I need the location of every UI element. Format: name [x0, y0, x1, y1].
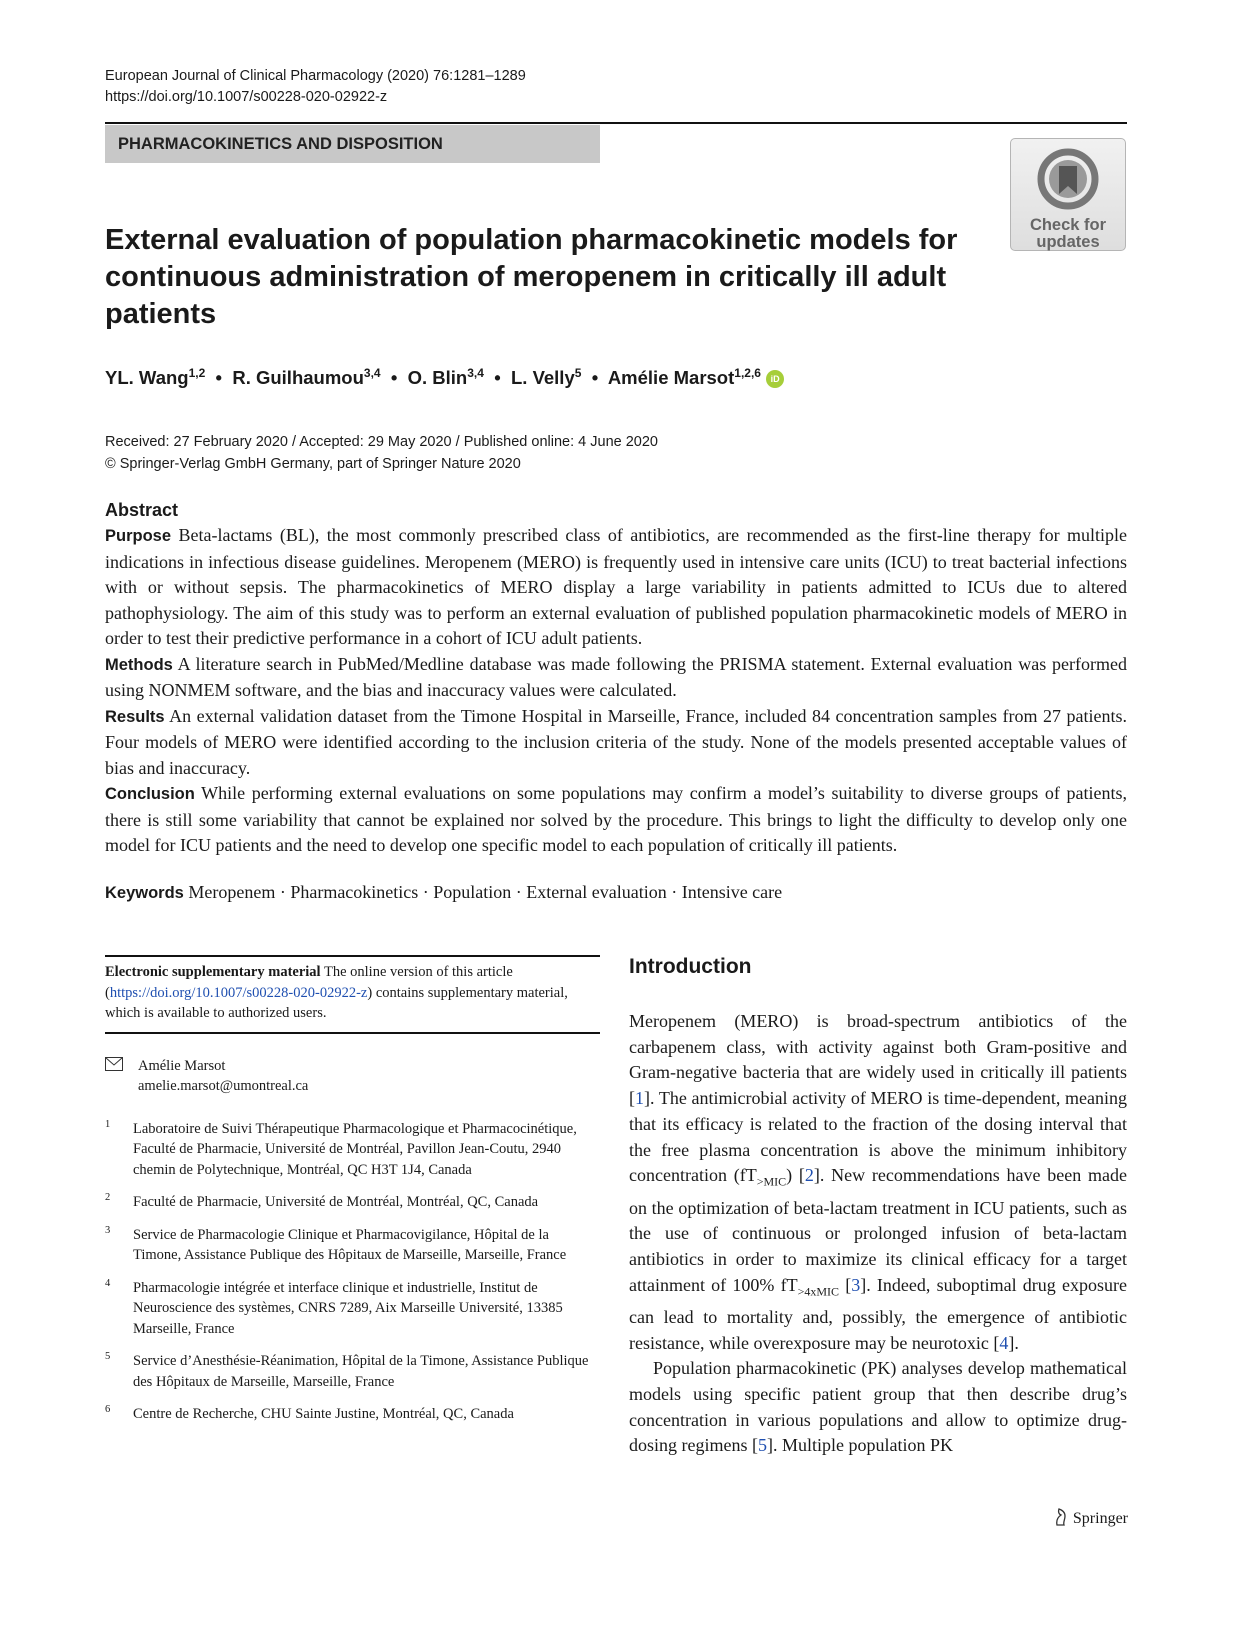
- journal-header: [105, 66, 526, 108]
- journal-citation: European Journal of Clinical Pharmacology (2020) 76:1281–1289: [105, 68, 526, 84]
- supplementary-material-note: [105, 955, 600, 1034]
- affiliation: [105, 1404, 600, 1425]
- keywords-text: Meropenem · Pharmacokinetics · Population · External evaluation · Intensive care: [188, 882, 783, 902]
- text-run: ]. New recommendations have been made on the optimization of beta-lactam treatment in ICU patients, such as the use of continuous or prolonged infusion of beta-lactam antibiotics in order to maximize its clinical efficacy for a target attainment of 100% fT: [629, 1165, 1127, 1295]
- methods-text: A literature search in PubMed/Medline database was made following the PRISMA statement. External evaluation was performed using NONMEM software, and the bias and inaccuracy values were calculated.: [105, 653, 1127, 700]
- publication-dates: [105, 431, 658, 475]
- publisher-footer: [1053, 1508, 1128, 1528]
- affiliation-number: 5: [105, 1351, 111, 1362]
- publisher-name: Springer: [1072, 1510, 1128, 1527]
- keywords-label: Keywords: [105, 884, 184, 902]
- author-affil: 5: [574, 366, 582, 380]
- crossmark-icon: [1035, 146, 1101, 212]
- subscript: >MIC: [756, 1174, 787, 1189]
- check-for-updates-button[interactable]: [1010, 138, 1126, 251]
- text-run: ].: [1008, 1332, 1019, 1353]
- affiliation-text: Service d’Anesthésie-Réanimation, Hôpital de la Timone, Assistance Publique des Hôpitaux de Marseille, Marseille, France: [133, 1353, 589, 1390]
- springer-horse-icon: [1053, 1508, 1069, 1526]
- section-banner: PHARMACOKINETICS AND DISPOSITION: [105, 125, 600, 163]
- affiliation: [105, 1119, 600, 1181]
- affiliation: [105, 1278, 600, 1340]
- text-run: [: [839, 1274, 852, 1295]
- intro-paragraph-2: [629, 1356, 1127, 1459]
- author-affil: 1,2: [188, 366, 206, 380]
- author-affil: 3,4: [467, 366, 484, 380]
- affiliation-number: 3: [105, 1224, 111, 1236]
- author-affil: 3,4: [363, 366, 381, 380]
- purpose-label: Purpose: [105, 527, 172, 545]
- introduction-heading: Introduction: [629, 955, 752, 978]
- abstract-purpose: [105, 523, 1127, 652]
- article-title: External evaluation of population pharmacokinetic models for continuous administration of meropenem in critically ill adult patients: [105, 224, 958, 330]
- conclusion-text: While performing external evaluations on some populations may confirm a model’s suitability to diverse groups of patients, there is still some variability that cannot be explained nor solved by the procedure. This brings to light the difficulty to develop only one model for ICU patients and the need to develop one specific model to each population of critically ill patients.: [105, 783, 1127, 855]
- abstract-methods: [105, 652, 1127, 704]
- results-label: Results: [105, 707, 165, 726]
- citation-link[interactable]: 3: [851, 1274, 861, 1295]
- supplementary-text-before: The online version of this article (: [105, 964, 513, 1001]
- abstract-section: [105, 500, 1127, 859]
- supplementary-text-after: ) contains supplementary material, which is available to authorized users.: [105, 984, 568, 1021]
- author-name[interactable]: L. Velly: [510, 367, 575, 389]
- supplementary-label: Electronic supplementary material: [105, 964, 321, 980]
- corresponding-email[interactable]: amelie.marsot@umontreal.ca: [138, 1078, 309, 1094]
- text-run: ]. Multiple population PK: [766, 1435, 953, 1456]
- author-affil: 1,2,6: [734, 366, 761, 380]
- intro-paragraph-1: [629, 1009, 1127, 1356]
- envelope-icon: [105, 1057, 123, 1071]
- copyright-line: © Springer-Verlag GmbH Germany, part of Springer Nature 2020: [105, 456, 521, 472]
- author-separator: •: [210, 367, 228, 389]
- text-run: Population pharmacokinetic (PK) analyses develop mathematical models using specific patient group that then describe drug’s concentration in various populations and allow to optimize drug-dosing regimens [: [629, 1358, 1127, 1456]
- corresponding-author: [105, 1056, 600, 1097]
- affiliation-number: 6: [105, 1404, 111, 1415]
- supplementary-link[interactable]: https://doi.org/10.1007/s00228-020-02922-z: [109, 984, 368, 1001]
- author-name[interactable]: YL. Wang: [105, 367, 189, 389]
- dates-line: Received: 27 February 2020 / Accepted: 29 May 2020 / Published online: 4 June 2020: [105, 434, 658, 450]
- header-rule: [105, 122, 1127, 124]
- affiliation: [105, 1225, 600, 1266]
- affiliation-text: Faculté de Pharmacie, Université de Montréal, Montréal, QC, Canada: [133, 1194, 539, 1210]
- text-run: ]. The antimicrobial activity of MERO is time-dependent, meaning that its efficacy is related to the fraction of the dosing interval that the free plasma concentration is above the minimum inhibitory concentration (fT: [629, 1088, 1127, 1186]
- orcid-icon[interactable]: iD: [766, 370, 784, 388]
- conclusion-label: Conclusion: [105, 785, 195, 803]
- affiliation-number: 1: [105, 1118, 111, 1130]
- text-run: ) [: [786, 1165, 805, 1186]
- author-name[interactable]: Amélie Marsot: [607, 367, 735, 389]
- citation-link[interactable]: 2: [804, 1165, 814, 1186]
- results-text: An external validation dataset from the Timone Hospital in Marseille, France, included 84 concentration samples from 27 patients. Four models of MERO were identified according to the inclusion criteria of the study. None of the models presented acceptable values of bias and inaccuracy.: [105, 705, 1127, 778]
- text-run: ]. Indeed, suboptimal drug exposure can lead to mortality and, possibly, the emergence of antibiotic resistance, while overexposure may be neurotoxic [: [629, 1274, 1127, 1353]
- author-name[interactable]: O. Blin: [407, 367, 468, 389]
- introduction-body: [629, 1009, 1127, 1459]
- author-name[interactable]: R. Guilhaumou: [232, 367, 364, 389]
- corresponding-name: Amélie Marsot: [138, 1057, 226, 1074]
- author-separator: •: [586, 367, 604, 389]
- citation-link[interactable]: 1: [635, 1088, 644, 1109]
- introduction-column: [629, 955, 1127, 1459]
- check-updates-label: Check for updates: [1029, 216, 1107, 251]
- keywords: [105, 880, 1127, 906]
- abstract-heading: Abstract: [105, 500, 179, 520]
- author-list: [105, 366, 784, 389]
- affiliation-text: Laboratoire de Suivi Thérapeutique Pharmacologique et Pharmacocinétique, Faculté de Pharmacie, Université de Montréal, Pavillon Jean-Coutu, 2940 chemin de Polytechnique, Montréal, QC H3T 1J4, Canada: [133, 1120, 577, 1178]
- affiliation-text: Service de Pharmacologie Clinique et Pharmacovigilance, Hôpital de la Timone, Assistance Publique des Hôpitaux de Marseille, Marseille, France: [133, 1226, 567, 1263]
- abstract-conclusion: [105, 781, 1127, 859]
- abstract-results: [105, 704, 1127, 782]
- author-separator: •: [385, 367, 403, 389]
- citation-link[interactable]: 5: [757, 1435, 767, 1456]
- journal-doi[interactable]: https://doi.org/10.1007/s00228-020-02922-z: [105, 89, 388, 105]
- affiliation: [105, 1351, 600, 1392]
- affiliation-number: 4: [105, 1277, 111, 1289]
- purpose-text: Beta-lactams (BL), the most commonly prescribed class of antibiotics, are recommended as the first-line therapy for multiple indications in infectious disease guidelines. Meropenem (MERO) is frequently used in intensive care units (ICU) to treat bacterial infections with or without sepsis. The pharmacokinetics of MERO display a large variability in patients admitted to ICUs due to altered pathophysiology. The aim of this study was to perform an external evaluation of published population pharmacokinetic models of MERO in order to test their predictive performance in a cohort of ICU adult patients.: [105, 525, 1128, 648]
- subscript: >4xMIC: [797, 1284, 840, 1299]
- affiliation-text: Centre de Recherche, CHU Sainte Justine, Montréal, QC, Canada: [133, 1406, 514, 1422]
- methods-label: Methods: [105, 655, 173, 674]
- affiliation-number: 2: [105, 1192, 111, 1203]
- footnotes-column: [105, 955, 600, 1425]
- author-separator: •: [489, 367, 506, 389]
- citation-link[interactable]: 4: [999, 1332, 1009, 1353]
- affiliation: [105, 1192, 600, 1213]
- text-run: Meropenem (MERO) is broad-spectrum antibiotics of the carbapenem class, with activity against both Gram-positive and Gram-negative bacteria that are widely used in critically ill patients [: [629, 1011, 1127, 1109]
- affiliation-text: Pharmacologie intégrée et interface clinique et industrielle, Institut de Neuroscience des systèmes, CNRS 7289, Aix Marseille Université, 13385 Marseille, France: [133, 1279, 563, 1337]
